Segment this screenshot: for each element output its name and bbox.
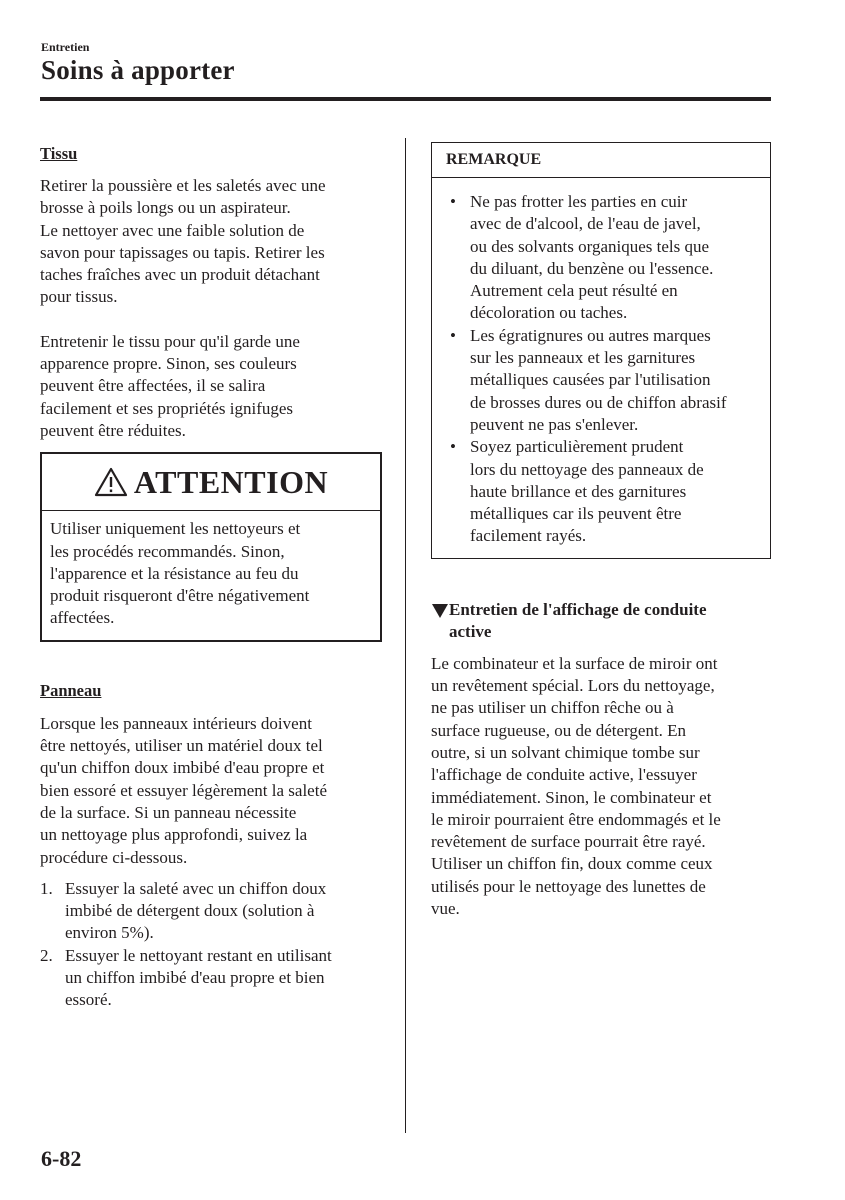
list-item-text: Essuyer la saleté avec un chiffon doux imbibé de détergent doux (solution à environ 5%).	[65, 878, 327, 943]
attention-title: ATTENTION	[133, 463, 329, 500]
tissu-paragraph-2: Entretenir le tissu pour qu'il garde une apparence propre. Sinon, ses couleurs peuvent être affectées, il se salira facilement et ses propriétés ignifuges peuvent être réduites.	[40, 331, 300, 440]
bullet: •	[450, 192, 456, 211]
list-item-text: Essuyer le nettoyant restant en utilisant un chiffon imbibé d'eau propre et bien essoré.	[65, 945, 332, 1010]
section-triangle-icon	[431, 599, 449, 619]
list-item	[446, 436, 760, 547]
list-item	[40, 878, 382, 945]
list-item-text: Les égratignures ou autres marques sur les panneaux et les garnitures métalliques causées par l'utilisation de brosses dures ou de chiffon abrasif peuvent ne pas s'enlever.	[470, 325, 727, 434]
title-rule	[40, 97, 771, 101]
list-item	[446, 191, 760, 325]
display-paragraph: Le combinateur et la surface de miroir ont un revêtement spécial. Lors du nettoyage, ne pas utiliser un chiffon rêche ou à surface rugueuse, ou de détergent. En outre, si un solvant chimique tombe sur l'affichage de conduite active, l'essuyer immédiatement. Sinon, le combinateur et le miroir pourraient être endommagés et le revêtement de surface pourrait être rayé. Utiliser un chiffon fin, doux comme ceux utilisés pour le nettoyage des lunettes de vue.	[431, 653, 721, 919]
tissu-paragraph-1: Retirer la poussière et les saletés avec une brosse à poils longs ou un aspirateur. Le nettoyer avec une faible solution de savon pour tapissages ou tapis. Retirer les taches fraîches avec un produit détachant pour tissus.	[40, 176, 326, 307]
attention-body	[42, 511, 380, 639]
remarque-body	[432, 178, 770, 558]
attention-header	[42, 454, 380, 511]
list-item-text: Soyez particulièrement prudent lors du nettoyage des panneaux de haute brillance et des garnitures métalliques car ils peuvent être facilement rayés.	[470, 437, 704, 546]
left-column	[40, 142, 382, 1012]
tissu-heading: Tissu	[40, 144, 78, 163]
warning-triangle-icon	[94, 467, 128, 497]
right-column	[431, 142, 772, 920]
list-item	[40, 945, 382, 1012]
list-item-text: Ne pas frotter les parties en cuir avec de d'alcool, de l'eau de javel, ou des solvants organiques tels que du diluant, du benzène ou l'essence. Autrement cela peut résulté en décoloration ou taches.	[470, 192, 714, 323]
remarque-box	[431, 142, 771, 559]
display-heading	[431, 599, 772, 643]
panneau-steps	[40, 878, 382, 1012]
list-item-number: 2.	[40, 945, 53, 965]
attention-text: Utiliser uniquement les nettoyeurs et les procédés recommandés. Sinon, l'apparence et la résistance au feu du produit risqueront d'être négativement affectées.	[50, 519, 310, 628]
page-title: Soins à apporter	[41, 55, 235, 85]
panneau-paragraph: Lorsque les panneaux intérieurs doivent être nettoyés, utiliser un matériel doux tel qu'un chiffon doux imbibé d'eau propre et bien essoré et essuyer légèrement la saleté de la surface. Si un panneau nécessite un nettoyage plus approfondi, suivez la procédure ci-dessous.	[40, 713, 327, 867]
remarque-title: REMARQUE	[432, 143, 770, 178]
list-item	[446, 325, 760, 436]
panneau-heading: Panneau	[40, 680, 102, 700]
display-heading-text: Entretien de l'affichage de conduite active	[449, 599, 707, 641]
bullet: •	[450, 325, 456, 345]
bullet: •	[450, 437, 456, 457]
column-divider	[405, 138, 406, 1133]
list-item-number: 1.	[40, 878, 53, 898]
page-number: 6-82	[41, 1146, 82, 1171]
attention-box	[40, 452, 382, 641]
section-label: Entretien	[41, 40, 90, 54]
